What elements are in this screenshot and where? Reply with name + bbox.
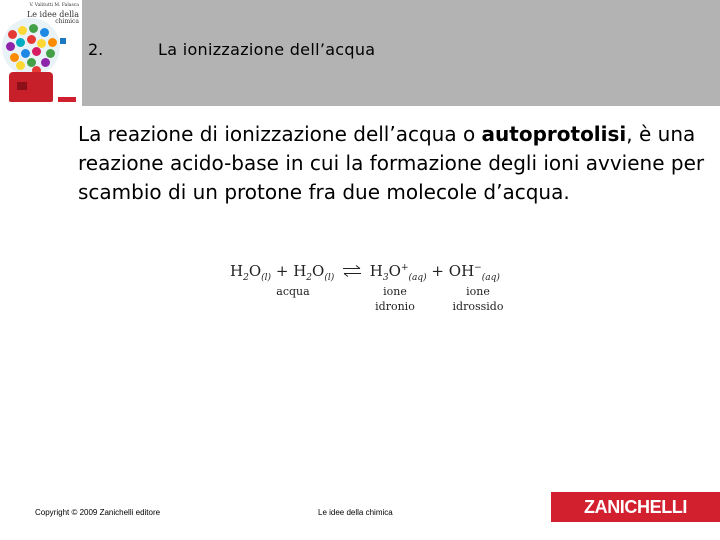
gumball-slot	[17, 82, 27, 90]
body-paragraph	[78, 120, 708, 207]
plus-sign-1: +	[275, 262, 289, 280]
zanichelli-logo: ZANICHELLI	[551, 492, 720, 522]
footer-copyright: Copyright © 2009 Zanichelli editore	[35, 508, 161, 517]
cover-authors: V. Valitutti M. Falasca	[29, 3, 79, 8]
cover-title: Le idee della	[26, 9, 79, 19]
cover-blue-mark	[60, 38, 66, 44]
ionization-equation	[230, 262, 530, 324]
water-molecule-1: $H_2O_{(l)}$	[230, 262, 272, 283]
water-molecule-2: $H_2O_{(l)}$	[293, 262, 335, 283]
label-water: acqua	[276, 285, 310, 298]
label-hydroxide: ione idrossido	[452, 285, 504, 313]
hydronium-ion: $H_3O^+_{(aq)}$	[369, 262, 427, 283]
body-intro: La reazione di ionizzazione dell’acqua o	[78, 122, 482, 146]
slide-title: La ionizzazione dell’acqua	[158, 40, 376, 59]
plus-sign-2: +	[431, 262, 444, 280]
body-term: autoprotolisi	[481, 122, 627, 146]
gumball-globe-icon	[2, 18, 60, 76]
book-cover-image	[0, 0, 82, 106]
section-number: 2.	[88, 40, 104, 59]
cover-title-line2: chimica	[55, 17, 79, 25]
body-rest: , è una reazione acido-base in cui la formazione degli ioni avviene per scambio di un protone fra due molecole d’acqua.	[78, 122, 705, 204]
hydroxide-ion: $OH^-_{(aq)}$	[448, 262, 500, 283]
label-hydronium: ione idronio	[375, 285, 415, 313]
equilibrium-arrow-icon	[342, 265, 362, 277]
footer-book-title: Le idee della chimica	[318, 508, 393, 517]
equation-line	[230, 262, 500, 283]
gumball-machine-base	[9, 72, 53, 102]
cover-publisher-mark	[58, 97, 76, 102]
